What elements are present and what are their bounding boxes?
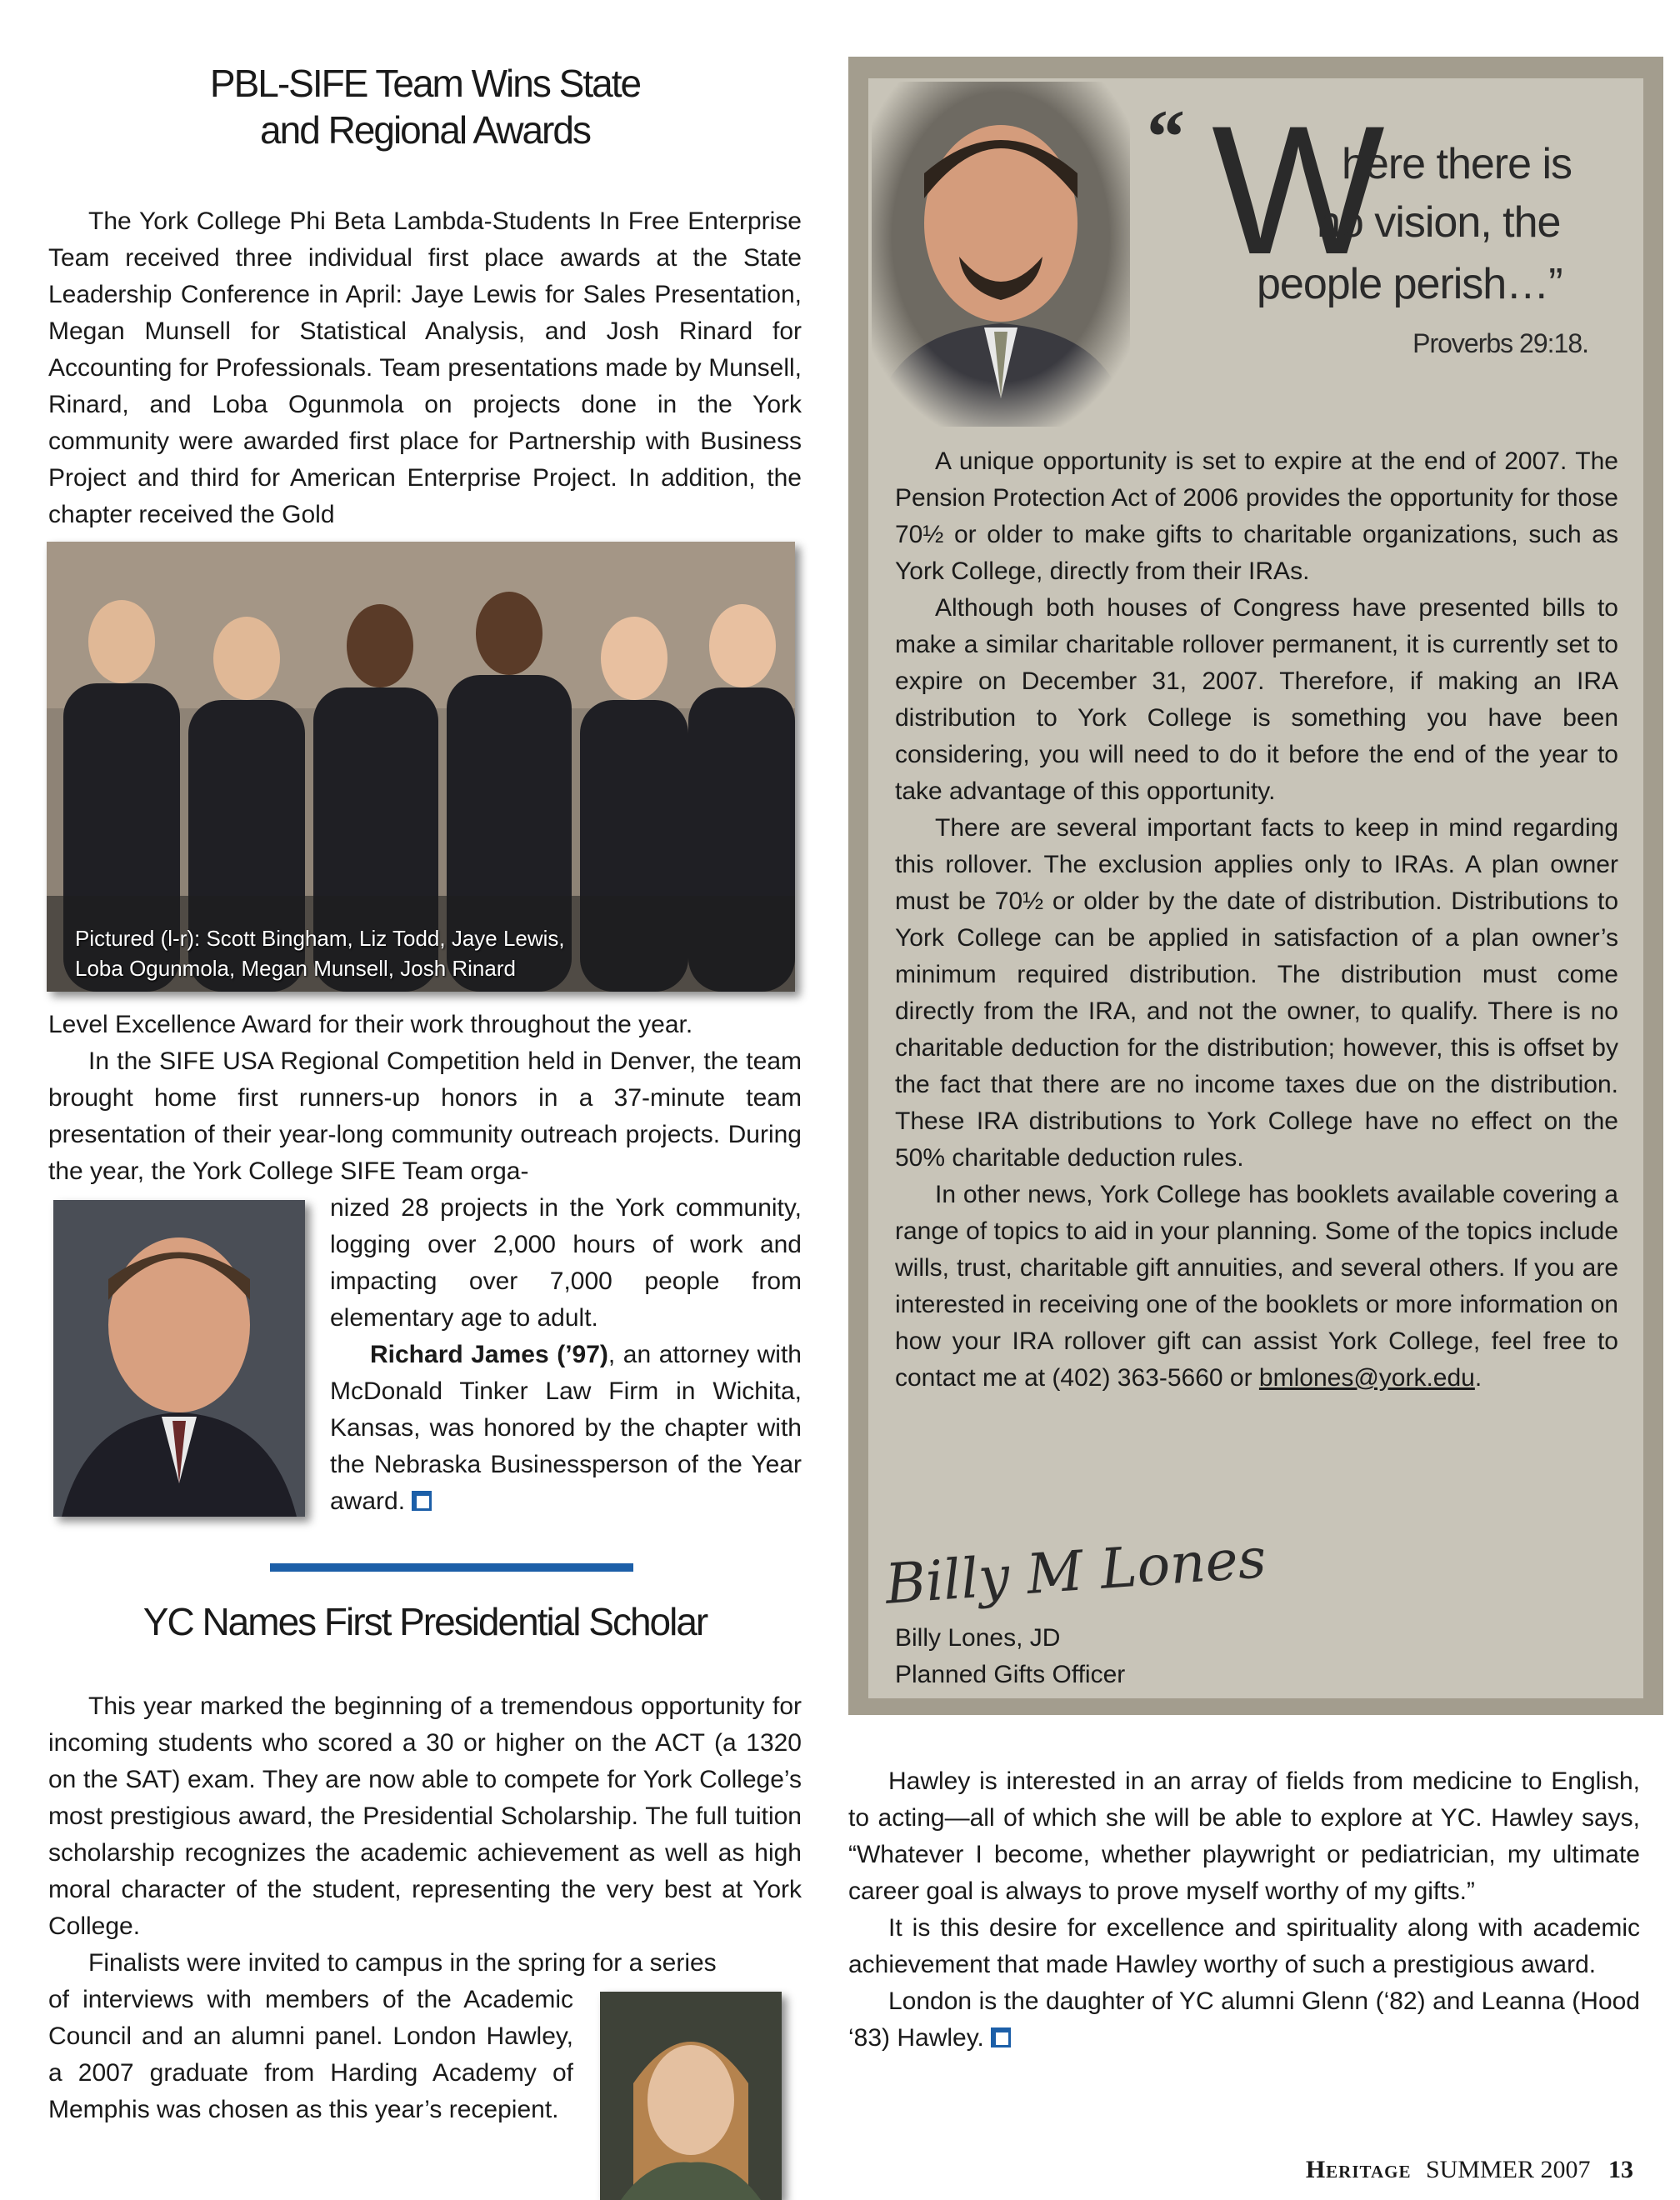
article1-headline-line1: PBL-SIFE Team Wins State xyxy=(209,62,641,105)
email-link[interactable]: bmlones@york.edu xyxy=(1258,1364,1475,1392)
article2-finalists-paragraph-end: of interviews with members of the Academic Council and an alumni panel. London Hawley, a 2007 graduate from Harding Academy of Memphis was chosen as this year’s recepient. xyxy=(48,1986,573,2123)
london-hawley-photo xyxy=(600,1992,782,2200)
sidebar-paragraph-4-end: . xyxy=(1474,1364,1482,1392)
magazine-name: Heritage xyxy=(1305,2156,1412,2183)
article1-sife-paragraph-end: nized 28 projects in the York community, logging over 2,000 hours of work and impacting over 7,000 people from elementary age to adult. xyxy=(330,1194,802,1332)
portrait-illustration xyxy=(53,1200,305,1517)
article1-continued xyxy=(48,1007,802,1190)
section-divider xyxy=(270,1563,633,1572)
article1-intro xyxy=(48,203,802,533)
article2-paragraph-5-text: London is the daughter of YC alumni Glenn (‘82) and Leanna (Hood ‘83) Hawley. xyxy=(848,1988,1640,2052)
article1-side-text xyxy=(330,1190,802,1520)
end-mark-icon xyxy=(412,1491,432,1511)
hawley-illustration xyxy=(600,1992,782,2200)
article1-headline xyxy=(47,60,803,153)
article2-side-text xyxy=(48,1982,573,2128)
article2-paragraph-3: Hawley is interested in an array of fields from medicine to English, to acting—all of which she will be able to explore at YC. Hawley says, “Whatever I become, whether playwright or pediatrician, my ultimate career goal is always to prove myself worthy of my gifts.” xyxy=(848,1768,1640,1905)
article2-finalists-paragraph: Finalists were invited to campus in the spring for a series xyxy=(88,1949,717,1977)
richard-james-paragraph xyxy=(330,1337,802,1520)
photo-caption-line1: Pictured (l-r): Scott Bingham, Liz Todd, Jaye Lewis, xyxy=(75,926,565,951)
sidebar-paragraph-4 xyxy=(895,1177,1618,1397)
photo-caption-line2: Loba Ogunmola, Megan Munsell, Josh Rinard xyxy=(75,956,516,981)
article2-headline: YC Names First Presidential Scholar xyxy=(142,1600,708,1643)
article2-body xyxy=(48,1688,802,1982)
quote-line1: here there is xyxy=(1342,140,1572,188)
quote-drop-cap: W xyxy=(1212,88,1385,292)
article2-paragraph: This year marked the beginning of a tremendous opportunity for incoming students who scored a 30 or higher on the ACT (a 1320 on the SAT) exam. They are now able to compete for York College’s most prestigious award, the Presidential Scholarship. The full tuition scholarship recognizes the academic achievement as well as high moral character of the student, representing the very best at York College. xyxy=(48,1692,802,1940)
end-mark-icon xyxy=(991,2028,1011,2048)
sidebar-paragraph-4-text: In other news, York College has booklets available covering a range of topics to aid in your planning. Some of the topics include wills, trust, charitable gift annuities, and several others. If you are interested in receiving one of the booklets or more information on how your IRA rollover gift can assist York College, feel free to contact me at (402) 363-5660 or xyxy=(895,1181,1618,1392)
article1-headline-line2: and Regional Awards xyxy=(260,108,590,152)
signature-title: Planned Gifts Officer xyxy=(895,1661,1126,1688)
photo-caption xyxy=(75,923,565,983)
sidebar-paragraph-3: There are several important facts to keep in mind regarding this rollover. The exclusion applies only to IRAs. A plan owner must be 70½ or older by the date of distribution. Distributions to York College can be applied in satisfaction of a plan owner’s minimum required distribution. The distribution must come directly from the IRA, and not the owner, to qualify. There is no charitable deduction for the distribution; however, this is offset by the fact that there are no income taxes due on the distribution. These IRA distributions to York College have no effect on the 50% charitable deduction rules. xyxy=(895,814,1618,1172)
team-group-photo xyxy=(47,542,795,992)
richard-james-name: Richard James (’97) xyxy=(370,1341,608,1368)
signature-name: Billy Lones, JD xyxy=(895,1624,1061,1652)
quote-open-mark: “ xyxy=(1147,94,1185,179)
page-number: 13 xyxy=(1608,2156,1633,2183)
billy-lones-portrait xyxy=(872,82,1130,427)
sidebar-paragraph-2: Although both houses of Congress have presented bills to make a similar charitable rollover permanent, it is currently set to expire on December 31, 2007. Therefore, if making an IRA distribution to York College is something you have been considering, you will need to do it before the end of the year to take advantage of this opportunity. xyxy=(895,594,1618,805)
sidebar-body xyxy=(895,443,1618,1397)
article1-paragraph-continued: Level Excellence Award for their work throughout the year. xyxy=(48,1011,693,1038)
richard-james-portrait xyxy=(53,1200,305,1517)
page-footer xyxy=(1167,2153,1633,2187)
quote-line3: people perish…” xyxy=(1257,260,1562,308)
lones-illustration xyxy=(872,82,1130,427)
issue-date: SUMMER 2007 xyxy=(1425,2156,1591,2183)
article1-paragraph: The York College Phi Beta Lambda-Students In Free Enterprise Team received three individual first place awards at the State Leadership Conference in April: Jaye Lewis for Sales Presentation, Megan Munsell for Statistical Analysis, and Josh Rinard for Accounting for Professionals. Team presentations made by Munsell, Rinard, and Loba Ogunmola on projects done in the York community were awarded first place for Partnership with Business Project and third for American Enterprise Project. In addition, the chapter received the Gold xyxy=(48,208,802,528)
article2-paragraph-5 xyxy=(848,1983,1640,2057)
article2-paragraph-4: It is this desire for excellence and spirituality along with academic achievement that made Hawley worthy of such a prestigious award. xyxy=(848,1914,1640,1978)
article2-continued xyxy=(848,1763,1640,2057)
sidebar-paragraph-1: A unique opportunity is set to expire at the end of 2007. The Pension Protection Act of 2006 provides the opportunity for those 70½ or older to make gifts to charitable organizations, such as York College, directly from their IRAs. xyxy=(895,448,1618,585)
handwritten-signature: Billy M Lones xyxy=(882,1526,1268,1617)
signature-block xyxy=(895,1620,1125,1693)
article1-sife-paragraph: In the SIFE USA Regional Competition held in Denver, the team brought home first runners-up honors in a 37-minute team presentation of their year-long community outreach projects. During the year, the York College SIFE Team orga- xyxy=(48,1048,802,1185)
quote-source: Proverbs 29:18. xyxy=(1412,328,1588,358)
quote-line2: no vision, the xyxy=(1317,198,1561,247)
richard-james-text: , an attorney with McDonald Tinker Law Firm in Wichita, Kansas, was honored by the chapter with the Nebraska Businessperson of the Year award. xyxy=(330,1341,802,1515)
